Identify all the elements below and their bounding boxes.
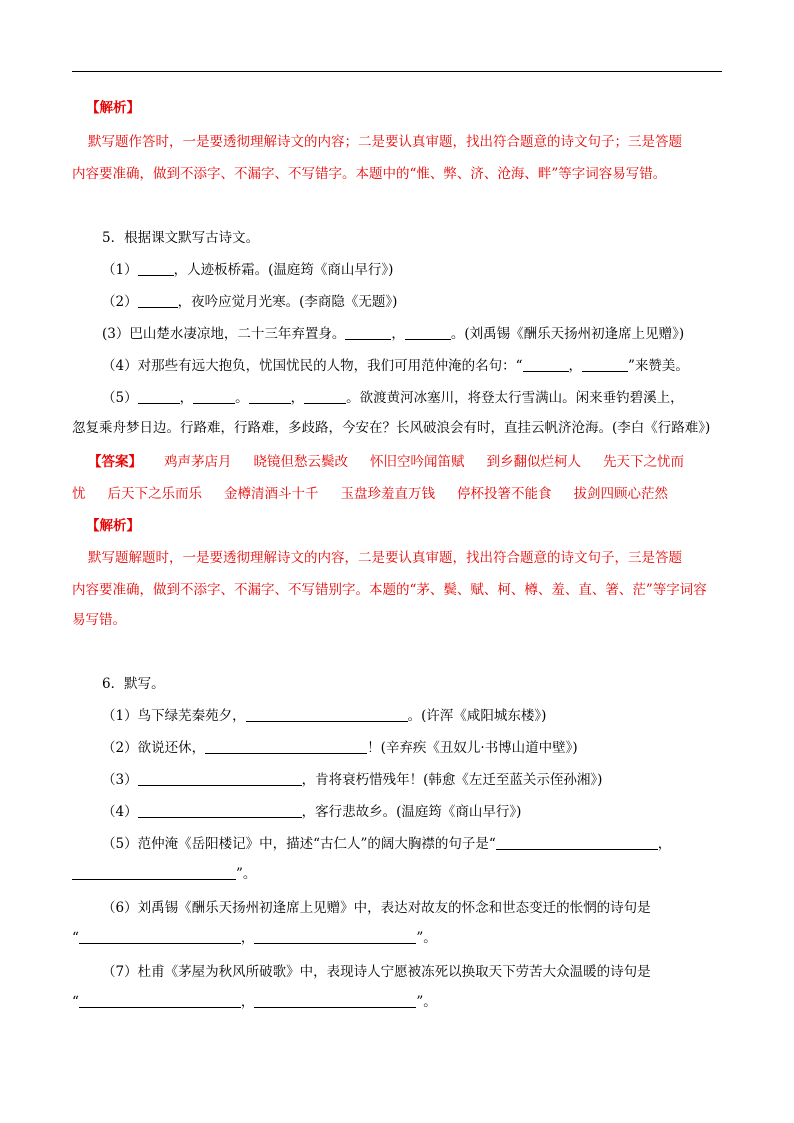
q6-title: 6．默写。 bbox=[102, 676, 165, 692]
q5-answer-line-1: 【答案】 鸡声茅店月 晓镜但愁云鬓改 怀旧空吟闻笛赋 到乡翻似烂柯人 先天下之忧而 bbox=[88, 454, 684, 470]
answer-blank[interactable] bbox=[79, 993, 241, 1008]
answer-blank[interactable] bbox=[138, 803, 302, 818]
header-rule bbox=[72, 71, 722, 72]
answer-blank[interactable] bbox=[79, 929, 241, 944]
answer-blank[interactable] bbox=[496, 835, 658, 850]
q4-analysis-line-1: 默写题作答时，一是要透彻理解诗文的内容；二是要认真审题，找出符合题意的诗文句子；三是答题 bbox=[88, 134, 682, 150]
q6-item-2: （2）欲说还休， ！(辛弃疾《丑奴儿·书博山道中壁》) bbox=[102, 740, 578, 756]
q6-item-6-cont: “ ， ”。 bbox=[72, 930, 437, 946]
q5-item-1: （1） ，人迹板桥霜。(温庭筠《商山早行》) bbox=[102, 262, 394, 278]
answer-blank[interactable] bbox=[205, 739, 367, 754]
q5-item-4: （4）对那些有远大抱负，忧国忧民的人物，我们可用范仲淹的名句：“ ， ”来赞美。 bbox=[102, 358, 689, 374]
answer-blank[interactable] bbox=[138, 771, 302, 786]
answer-blank[interactable] bbox=[138, 261, 174, 276]
q5-item-5: （5） ， 。 ， 。欲渡黄河冰塞川，将登太行雪满山。闲来垂钓碧溪上， bbox=[102, 390, 684, 406]
q6-item-4: （4） ，客行悲故乡。(温庭筠《商山早行》) bbox=[102, 804, 522, 820]
q5-item-5-cont: 忽复乘舟梦日边。行路难，行路难，多歧路，今安在？长风破浪会有时，直挂云帆济沧海。(李白《行路难》) bbox=[72, 420, 711, 436]
answer-blank[interactable] bbox=[345, 325, 391, 340]
answer-blank[interactable] bbox=[254, 993, 416, 1008]
q6-item-3: （3） ，肯将衰朽惜残年！(韩愈《左迁至蓝关示侄孙湘》) bbox=[102, 772, 603, 788]
q5-analysis-line-2: 内容要准确，做到不添字、不漏字、不写错别字。本题的“茅、鬓、赋、柯、樽、羞、直、箸、茫”等字词容 bbox=[72, 582, 707, 598]
q5-analysis-label: 【解析】 bbox=[86, 518, 140, 534]
answer-blank[interactable] bbox=[138, 293, 178, 308]
q5-title: 5．根据课文默写古诗文。 bbox=[102, 230, 260, 246]
q5-item-2: （2） ，夜吟应觉月光寒。(李商隐《无题》) bbox=[102, 294, 398, 310]
answer-blank[interactable] bbox=[246, 707, 408, 722]
q6-item-5-cont: ”。 bbox=[72, 864, 256, 884]
q5-analysis-line-1: 默写题解题时，一是要透彻理解诗文的内容，二是要认真审题，找出符合题意的诗文句子，三是答题 bbox=[88, 550, 682, 566]
q5-analysis-line-3: 易写错。 bbox=[72, 612, 126, 628]
answer-blank[interactable] bbox=[72, 865, 236, 880]
q4-analysis-line-2: 内容要准确，做到不添字、不漏字、不写错字。本题中的“惟、弊、济、沧海、畔”等字词容易写错。 bbox=[72, 166, 667, 182]
answer-blank[interactable] bbox=[304, 389, 346, 404]
answer-blank[interactable] bbox=[405, 325, 451, 340]
q6-item-7-cont: “ ， ”。 bbox=[72, 994, 437, 1010]
answer-blank[interactable] bbox=[249, 389, 291, 404]
answer-blank[interactable] bbox=[582, 357, 628, 372]
q6-item-5: （5）范仲淹《岳阳楼记》中，描述“古仁人”的阔大胸襟的句子是“ ， bbox=[102, 836, 672, 852]
q5-item-3: (3）巴山楚水凄凉地，二十三年弃置身。 ， 。(刘禹锡《酬乐天扬州初逢席上见赠》) bbox=[102, 326, 685, 342]
q6-item-6: （6）刘禹锡《酬乐天扬州初逢席上见赠》中，表达对故友的怀念和世态变迁的怅惘的诗句是 bbox=[102, 900, 651, 916]
q4-analysis-label: 【解析】 bbox=[86, 100, 140, 116]
answer-blank[interactable] bbox=[138, 389, 180, 404]
q6-item-7: （7）杜甫《茅屋为秋风所破歌》中，表现诗人宁愿被冻死以换取天下劳苦大众温暖的诗句是 bbox=[102, 964, 651, 980]
answer-blank[interactable] bbox=[523, 357, 569, 372]
answer-blank[interactable] bbox=[193, 389, 235, 404]
q6-item-1: （1）鸟下绿芜秦苑夕， 。(许浑《咸阳城东楼》) bbox=[102, 708, 547, 724]
answer-blank[interactable] bbox=[254, 929, 416, 944]
q5-answer-line-2: 忧 后天下之乐而乐 金樽清酒斗十千 玉盘珍羞直万钱 停杯投箸不能食 拔剑四顾心茫然 bbox=[72, 486, 668, 502]
